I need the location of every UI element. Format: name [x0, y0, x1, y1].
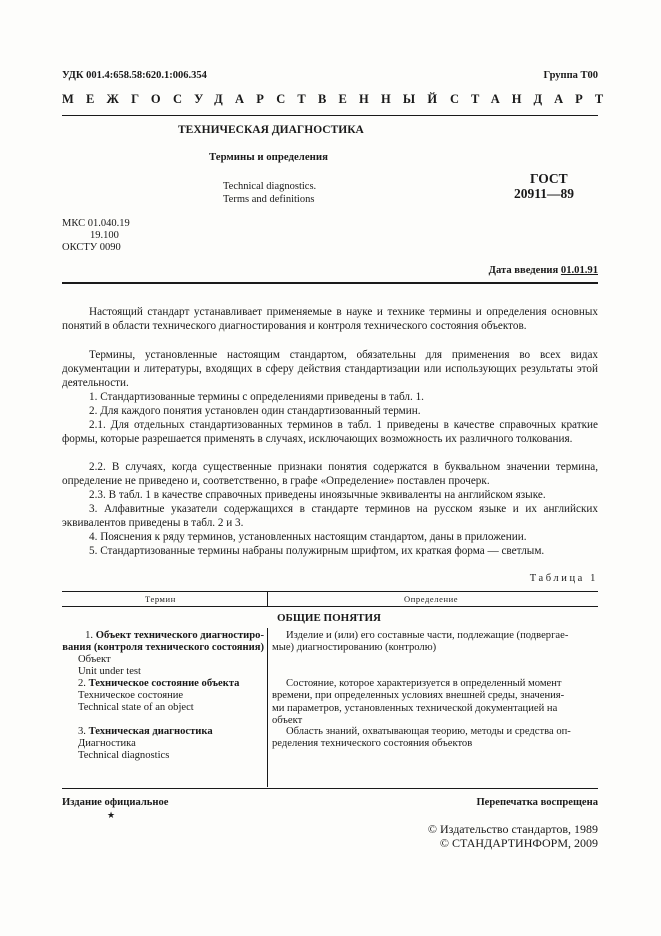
doc-title: ТЕХНИЧЕСКАЯ ДИАГНОСТИКА: [178, 124, 364, 136]
banner-right: СТАНДАРТ: [450, 92, 616, 106]
table-row-1-term: 1. Объект технического диагностиро- вания (контроля технического состояния): [62, 630, 264, 654]
mks-code: МКС 01.040.19: [62, 218, 130, 229]
udk-code: УДК 001.4:658.58:620.1:006.354: [62, 70, 207, 81]
table-row-3-term: 3. Техническая диагностика: [78, 726, 213, 737]
gost-label: ГОСТ: [530, 171, 568, 186]
table-top-rule: [62, 591, 598, 592]
paragraph-mandatory: Термины, установленные настоящим стандартом, обязательны для применения во всех видах документации и литературы, входящих в сферу действия стандартизации или использующих результаты этой деятельности.: [62, 349, 598, 389]
official-edition: Издание официальное: [62, 797, 169, 808]
title-en-2: Terms and definitions: [223, 194, 315, 205]
okstu-code: ОКСТУ 0090: [62, 242, 121, 253]
table-header-definition: Определение: [404, 594, 459, 604]
table-row-1-definition: Изделие и (или) его составные части, подлежащие (подвергае- мые) диагностированию (контролю): [272, 630, 569, 654]
date-rule: [62, 282, 598, 284]
table-row-2-en: Technical state of an object: [78, 702, 194, 713]
table-row-3-definition: Область знаний, охватывающая теорию, методы и средства оп- ределения технического состояния объектов: [272, 726, 571, 750]
paragraph-2-1: 2.1. Для отдельных стандартизованных терминов в табл. 1 приведены в качестве справочных краткие формы, которые разрешается применять в случаях, исключающих возможность их различного толкования.: [62, 419, 598, 445]
title-en-1: Technical diagnostics.: [223, 181, 317, 192]
table-row-1-en: Unit under test: [78, 666, 141, 677]
header-rule: [62, 115, 598, 116]
paragraph-1: 1. Стандартизованные термины с определениями приведены в табл. 1.: [89, 391, 424, 403]
table-row-2-short: Техническое состояние: [78, 690, 184, 701]
banner-left: МЕЖГОСУДАРСТВЕННЫЙ: [62, 92, 450, 106]
group-code: Группа Т00: [543, 70, 598, 81]
paragraph-2-2: 2.2. В случаях, когда существенные признаки понятия содержатся в буквальном значении термина, определение не приведено и, соответственно, в графе «Определение» поставлен прочерк.: [62, 461, 598, 487]
table-row-3-short: Диагностика: [78, 738, 136, 749]
doc-subtitle: Термины и определения: [209, 151, 328, 163]
star-icon: ★: [107, 810, 116, 820]
table-header-rule: [62, 606, 598, 607]
table-caption: Таблица 1: [529, 573, 598, 584]
table-header-divider: [267, 591, 268, 606]
table-header-term: Термин: [145, 594, 176, 604]
gost-number: 20911—89: [514, 186, 575, 201]
intro-date-value: 01.01.91: [560, 265, 598, 276]
reprint-prohibited: Перепечатка воспрещена: [476, 797, 598, 808]
table-row-2-definition: Состояние, которое характеризуется в определенный момент времени, при определенных условиях внешней среды, значения- ми параметров, установленных технической документацией на объект: [272, 678, 565, 727]
paragraph-4: 4. Пояснения к ряду терминов, установленных настоящим стандартом, даны в приложении.: [89, 531, 527, 543]
table-section-title: ОБЩИЕ ПОНЯТИЯ: [277, 612, 382, 624]
copyright-2009: © СТАНДАРТИНФОРМ, 2009: [439, 836, 598, 850]
paragraph-scope: Настоящий стандарт устанавливает применяемые в науке и технике термины и определения основных понятий в области технического диагностирования и контроля технического состояния объектов.: [62, 306, 598, 332]
copyright-1989: © Издательство стандартов, 1989: [427, 822, 598, 836]
mks-code-2: 19.100: [90, 230, 119, 241]
paragraph-2: 2. Для каждого понятия установлен один стандартизованный термин.: [89, 405, 421, 417]
table-column-divider: [267, 628, 268, 787]
paragraph-3: 3. Алфавитные указатели содержащихся в стандарте терминов на русском языке и их английских эквивалентов приведены в табл. 2 и 3.: [62, 503, 598, 529]
table-bottom-rule: [62, 788, 598, 789]
intro-date-label: Дата введения: [488, 265, 559, 276]
intro-date: [489, 265, 598, 276]
table-row-2-term: 2. Техническое состояние объекта: [78, 678, 240, 689]
paragraph-2-3: 2.3. В табл. 1 в качестве справочных приведены иноязычные эквиваленты на английском языке.: [89, 489, 546, 501]
table-row-1-short: Объект: [78, 654, 111, 665]
table-row-3-en: Technical diagnostics: [78, 750, 170, 761]
paragraph-5: 5. Стандартизованные термины набраны полужирным шрифтом, их краткая форма — светлым.: [89, 545, 545, 557]
